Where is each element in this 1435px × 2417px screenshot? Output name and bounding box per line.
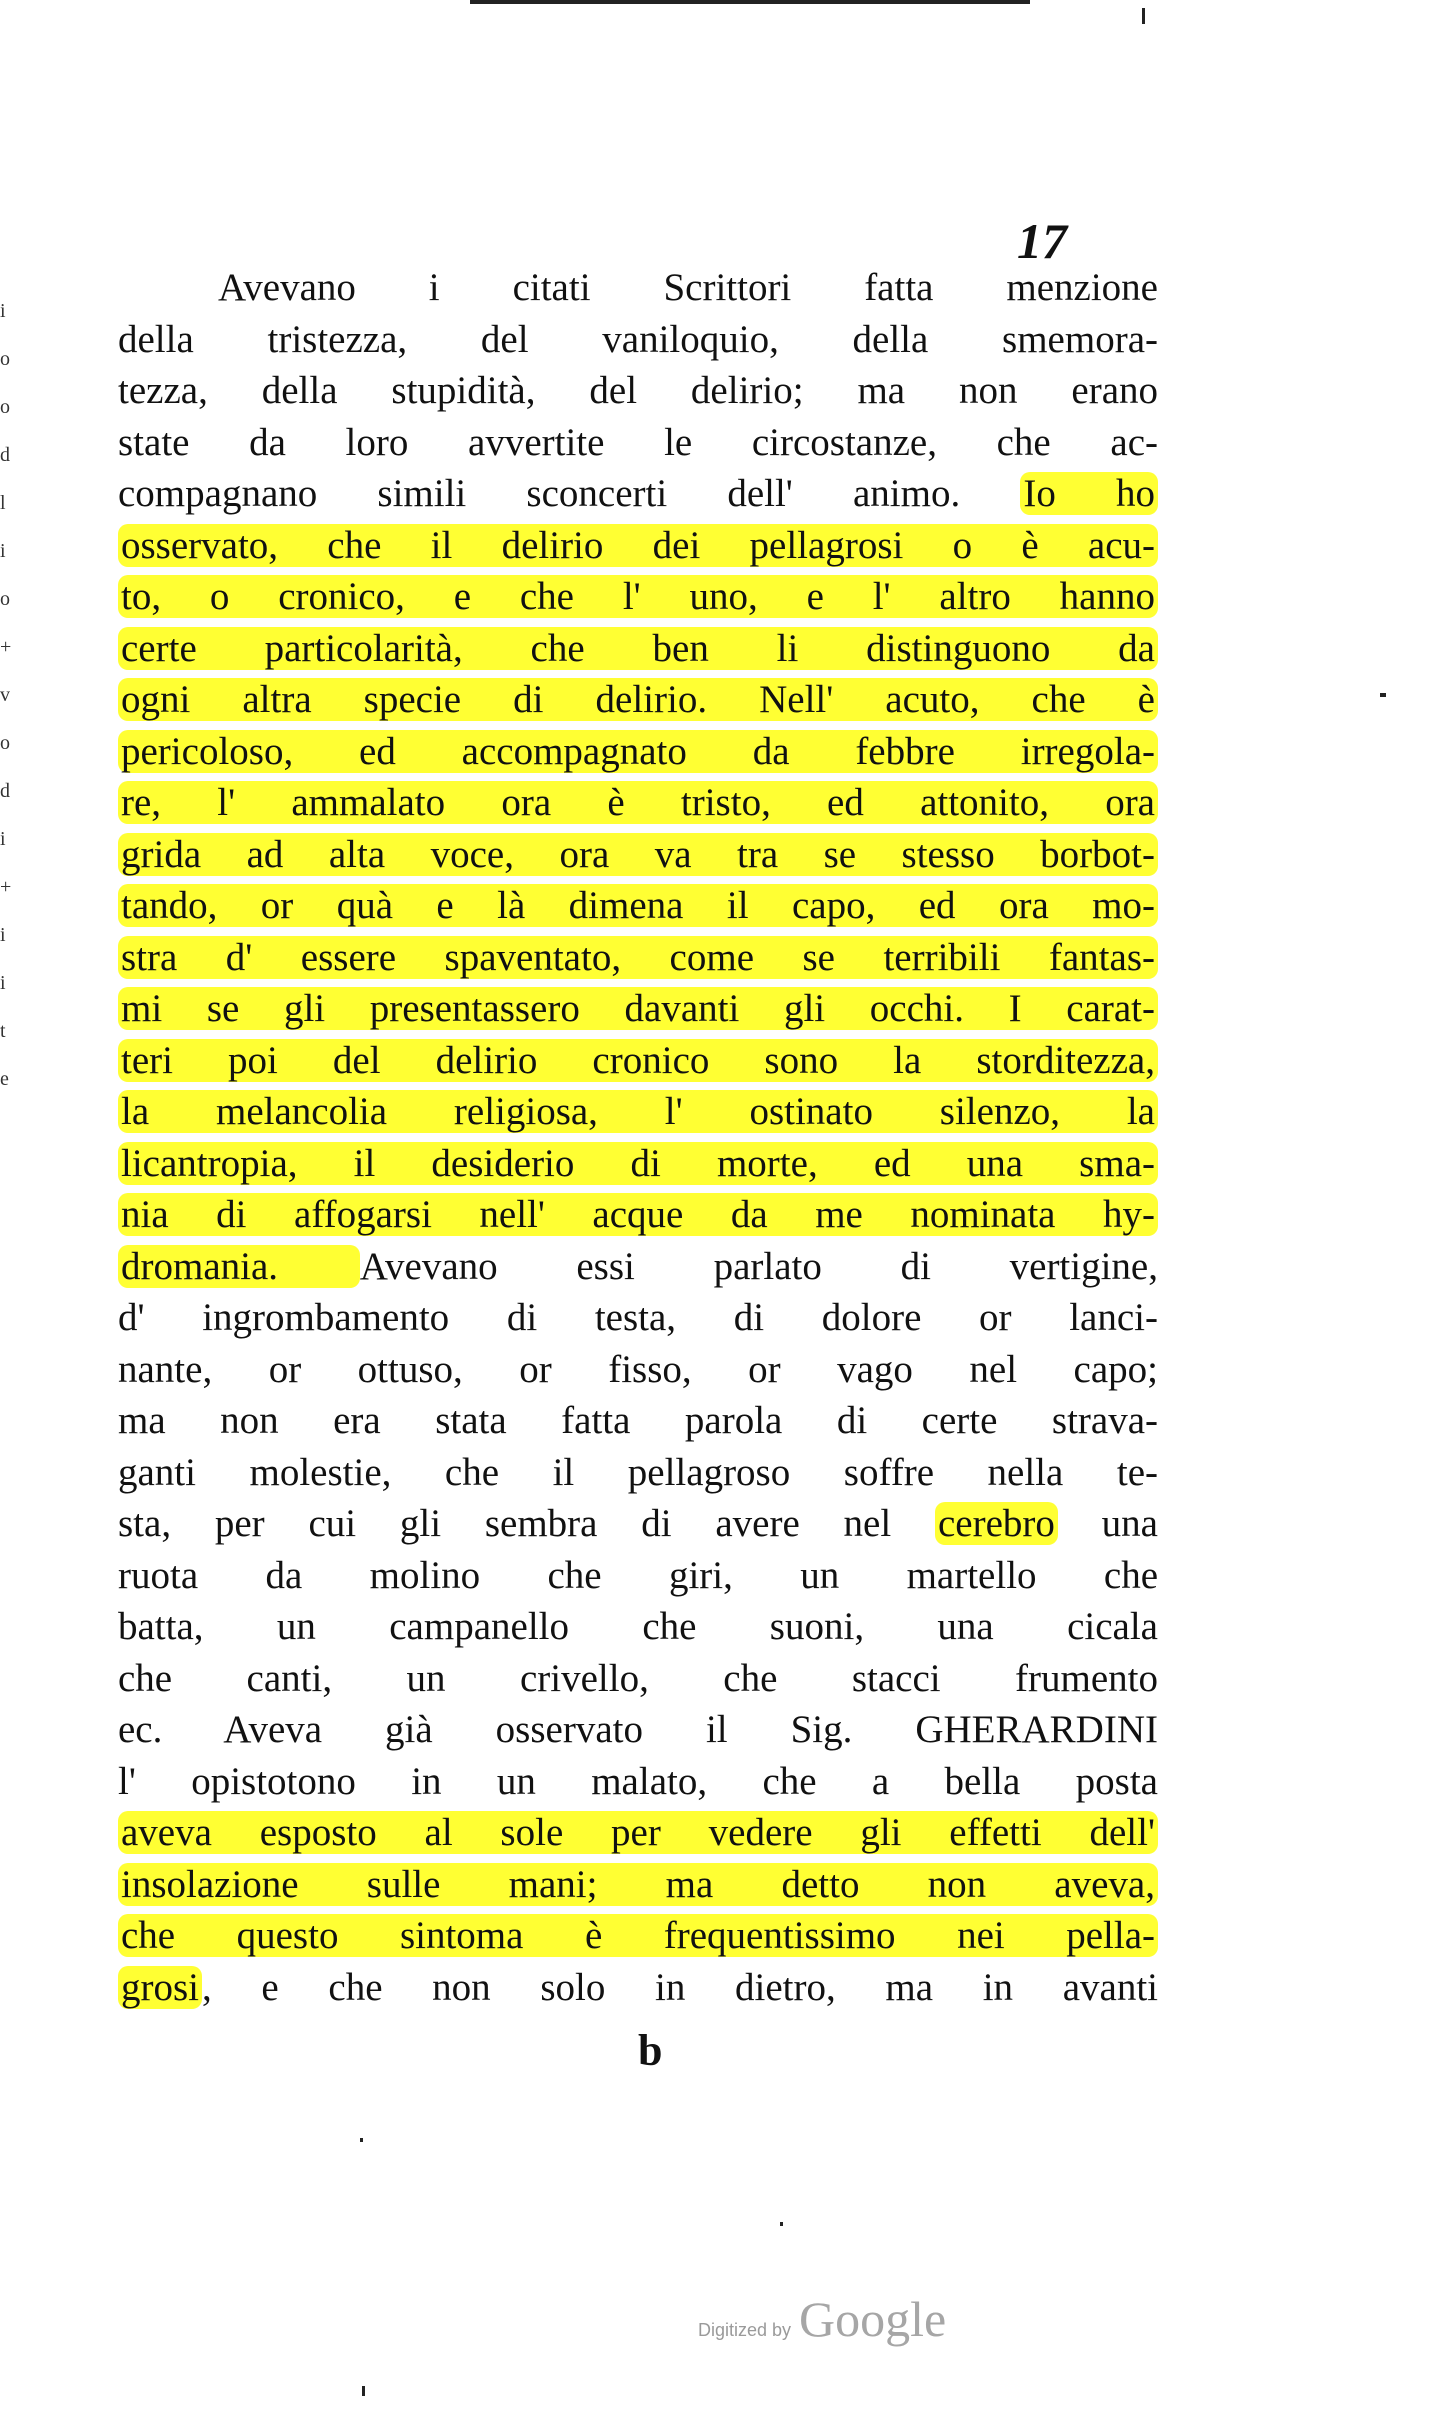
text-line	[118, 1704, 1158, 1756]
text-line	[118, 1189, 1158, 1241]
text-line	[118, 1601, 1158, 1653]
highlighted-text: dromania.	[118, 1245, 360, 1288]
text-segment: l' opistotono in un malato, che a bella posta	[118, 1759, 1158, 1803]
scan-speck	[362, 2386, 365, 2396]
text-line	[118, 1962, 1158, 2014]
highlighted-text: re, l' ammalato ora è tristo, ed attonito, ora	[118, 781, 1158, 824]
text-line	[118, 1910, 1158, 1962]
adjacent-page-edge-letters	[0, 300, 24, 1116]
scan-top-rule	[470, 0, 1030, 4]
highlighted-text: insolazione sulle mani; ma detto non aveva,	[118, 1863, 1158, 1906]
edge-letter: l	[0, 492, 6, 514]
edge-letter: t	[0, 1020, 6, 1042]
text-line	[118, 674, 1158, 726]
text-segment: Avevano i citati Scrittori fatta menzione	[218, 266, 1158, 309]
highlighted-text: teri poi del delirio cronico sono la storditezza,	[118, 1039, 1158, 1082]
text-line	[118, 623, 1158, 675]
text-segment: ruota da molino che giri, un martello che	[118, 1553, 1158, 1597]
scan-speck	[780, 2222, 783, 2226]
edge-letter: d	[0, 780, 10, 802]
text-line	[118, 1447, 1158, 1499]
highlighted-text: nia di affogarsi nell' acque da me nominata hy-	[118, 1193, 1158, 1236]
edge-letter: o	[0, 348, 10, 370]
text-line	[118, 880, 1158, 932]
text-segment: d' ingrombamento di testa, di dolore or lanci-	[118, 1296, 1158, 1339]
edge-letter: v	[0, 684, 10, 706]
highlighted-text: osservato, che il delirio dei pellagrosi o è acu-	[118, 524, 1158, 567]
text-line	[118, 1344, 1158, 1396]
highlighted-text: certe particolarità, che ben li distinguono da	[118, 627, 1158, 670]
highlighted-text: pericoloso, ed accompagnato da febbre irregola-	[118, 730, 1158, 773]
highlighted-text: grida ad alta voce, ora va tra se stesso borbot-	[118, 833, 1158, 876]
text-line	[118, 932, 1158, 984]
body-text	[118, 262, 1158, 2013]
edge-letter: i	[0, 924, 6, 946]
text-line	[118, 1395, 1158, 1447]
edge-letter: i	[0, 300, 6, 322]
edge-letter: o	[0, 732, 10, 754]
text-line	[118, 1807, 1158, 1859]
highlighted-text: la melancolia religiosa, l' ostinato silenzo, la	[118, 1090, 1158, 1133]
text-segment: che canti, un crivello, che stacci frumento	[118, 1656, 1158, 1700]
highlighted-text: Io ho	[1020, 472, 1158, 515]
text-segment: della tristezza, del vaniloquio, della smemora-	[118, 317, 1158, 361]
text-line	[118, 1859, 1158, 1911]
highlighted-text: cerebro	[935, 1502, 1058, 1545]
text-segment: state da loro avvertite le circostanze, che ac-	[118, 420, 1158, 464]
signature-mark: b	[638, 2026, 663, 2075]
edge-letter: e	[0, 1068, 9, 1090]
text-line	[118, 1292, 1158, 1344]
text-line	[118, 314, 1158, 366]
text-line	[118, 365, 1158, 417]
edge-letter: i	[0, 540, 6, 562]
highlighted-text: aveva esposto al sole per vedere gli effetti dell'	[118, 1811, 1158, 1854]
text-segment: una	[1057, 1502, 1158, 1545]
digitization-footer	[698, 2290, 946, 2348]
edge-letter: o	[0, 396, 10, 418]
text-line	[118, 1035, 1158, 1087]
highlighted-text: licantropia, il desiderio di morte, ed una sma-	[118, 1142, 1158, 1185]
text-line	[118, 1550, 1158, 1602]
highlighted-text: grosi	[118, 1966, 202, 2009]
edge-letter: i	[0, 972, 6, 994]
text-line	[118, 1756, 1158, 1808]
highlighted-text: mi se gli presentassero davanti gli occhi. I carat-	[118, 987, 1158, 1030]
page-number: 17	[1017, 213, 1067, 269]
text-segment: tezza, della stupidità, del delirio; ma non erano	[118, 369, 1158, 412]
highlighted-text: ogni altra specie di delirio. Nell' acuto, che è	[118, 678, 1158, 721]
text-line	[118, 417, 1158, 469]
text-segment: , e che non solo in dietro, ma in avanti	[202, 1965, 1158, 2009]
text-line	[118, 1653, 1158, 1705]
google-logo: Google	[799, 2291, 947, 2347]
text-line	[118, 520, 1158, 572]
edge-letter: +	[0, 636, 12, 658]
text-line	[118, 1498, 1158, 1550]
text-segment: ec. Aveva già osservato il Sig. GHERARDINI	[118, 1708, 1158, 1751]
text-segment: batta, un campanello che suoni, una cicala	[118, 1605, 1158, 1648]
text-segment: compagnano simili sconcerti dell' animo.	[118, 472, 1021, 515]
highlighted-text: tando, or quà e là dimena il capo, ed ora mo-	[118, 884, 1158, 927]
edge-letter: o	[0, 588, 10, 610]
highlighted-text: stra d' essere spaventato, come se terribili fantas-	[118, 936, 1158, 979]
text-line	[118, 983, 1158, 1035]
text-line	[118, 571, 1158, 623]
highlighted-text: to, o cronico, e che l' uno, e l' altro hanno	[118, 575, 1158, 618]
footer-prefix: Digitized by	[698, 2320, 792, 2340]
text-line	[118, 1086, 1158, 1138]
text-line	[118, 726, 1158, 778]
highlighted-text: che questo sintoma è frequentissimo nei pella-	[118, 1914, 1158, 1957]
text-line	[118, 468, 1158, 520]
text-line	[118, 777, 1158, 829]
edge-letter: d	[0, 444, 10, 466]
scan-speck	[360, 2138, 363, 2142]
text-segment: ma non era stata fatta parola di certe strava-	[118, 1399, 1158, 1442]
text-line	[118, 262, 1158, 314]
text-line	[118, 829, 1158, 881]
text-segment: nante, or ottuso, or fisso, or vago nel capo;	[118, 1347, 1158, 1391]
edge-letter: i	[0, 828, 6, 850]
text-line	[118, 1138, 1158, 1190]
text-segment: ganti molestie, che il pellagroso soffre nella te-	[118, 1450, 1158, 1494]
edge-letter: +	[0, 876, 12, 898]
text-segment: sta, per cui gli sembra di avere nel	[118, 1502, 935, 1545]
scan-edge-mark	[1142, 8, 1145, 24]
text-segment: Avevano essi parlato di vertigine,	[359, 1244, 1158, 1288]
text-line	[118, 1241, 1158, 1293]
scan-speck	[1380, 693, 1386, 697]
